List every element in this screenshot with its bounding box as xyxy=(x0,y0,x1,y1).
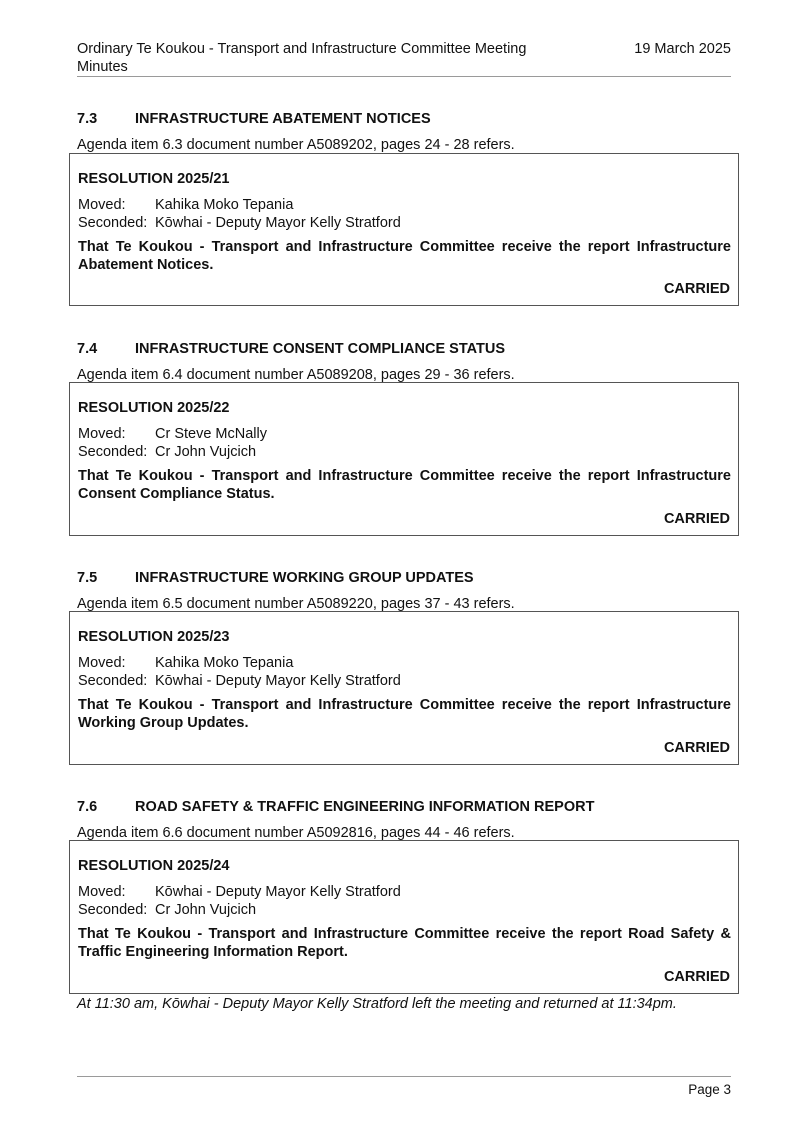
page-header xyxy=(77,40,731,77)
resolution-box xyxy=(69,611,739,765)
resolution-number: RESOLUTION 2025/22 xyxy=(78,400,230,416)
item-number: 7.4 xyxy=(77,341,98,357)
seconded-label: Seconded: xyxy=(78,215,148,231)
meeting-note: At 11:30 am, Kōwhai - Deputy Mayor Kelly Stratford left the meeting and returned at 11:34pm. xyxy=(77,996,677,1012)
moved-row xyxy=(78,883,401,901)
header-date: 19 March 2025 xyxy=(634,41,731,57)
seconded-by: Kōwhai - Deputy Mayor Kelly Stratford xyxy=(155,673,401,689)
resolution-text: That Te Koukou - Transport and Infrastructure Committee receive the report Infrastructure Working Group Updates. xyxy=(78,697,731,731)
item-heading xyxy=(77,110,431,128)
agenda-reference: Agenda item 6.4 document number A5089208, pages 29 - 36 refers. xyxy=(77,367,515,383)
seconded-label: Seconded: xyxy=(78,902,148,918)
seconded-row xyxy=(78,443,256,461)
moved-label: Moved: xyxy=(78,884,126,900)
item-title: ROAD SAFETY & TRAFFIC ENGINEERING INFORMATION REPORT xyxy=(135,799,595,815)
agenda-reference: Agenda item 6.6 document number A5092816, pages 44 - 46 refers. xyxy=(77,825,515,841)
resolution-text: That Te Koukou - Transport and Infrastructure Committee receive the report Infrastructure Abatement Notices. xyxy=(78,239,731,273)
item-number: 7.6 xyxy=(77,799,98,815)
resolution-box xyxy=(69,153,739,306)
item-title: INFRASTRUCTURE WORKING GROUP UPDATES xyxy=(135,570,474,586)
resolution-text: That Te Koukou - Transport and Infrastructure Committee receive the report Infrastructure Consent Compliance Status. xyxy=(78,468,731,502)
resolution-box xyxy=(69,382,739,536)
moved-label: Moved: xyxy=(78,426,126,442)
seconded-by: Kōwhai - Deputy Mayor Kelly Stratford xyxy=(155,215,401,231)
moved-by: Kōwhai - Deputy Mayor Kelly Stratford xyxy=(155,884,401,900)
agenda-reference: Agenda item 6.3 document number A5089202, pages 24 - 28 refers. xyxy=(77,137,515,153)
seconded-row xyxy=(78,214,401,232)
moved-label: Moved: xyxy=(78,655,126,671)
moved-by: Kahika Moko Tepania xyxy=(155,197,294,213)
moved-label: Moved: xyxy=(78,197,126,213)
resolution-number: RESOLUTION 2025/23 xyxy=(78,629,230,645)
resolution-outcome: CARRIED xyxy=(663,281,730,297)
item-title: INFRASTRUCTURE ABATEMENT NOTICES xyxy=(135,111,431,127)
page-number: Page 3 xyxy=(688,1082,731,1097)
resolution-number: RESOLUTION 2025/21 xyxy=(78,171,230,187)
moved-by: Kahika Moko Tepania xyxy=(155,655,294,671)
item-heading xyxy=(77,798,594,816)
seconded-label: Seconded: xyxy=(78,673,148,689)
item-number: 7.5 xyxy=(77,570,98,586)
seconded-row xyxy=(78,672,401,690)
page-footer xyxy=(77,1076,731,1097)
moved-row xyxy=(78,425,267,443)
resolution-number: RESOLUTION 2025/24 xyxy=(78,858,230,874)
resolution-outcome: CARRIED xyxy=(663,511,730,527)
moved-by: Cr Steve McNally xyxy=(155,426,267,442)
resolution-box xyxy=(69,840,739,994)
item-title: INFRASTRUCTURE CONSENT COMPLIANCE STATUS xyxy=(135,341,506,357)
resolution-outcome: CARRIED xyxy=(663,740,730,756)
seconded-by: Cr John Vujcich xyxy=(155,444,257,460)
agenda-reference: Agenda item 6.5 document number A5089220, pages 37 - 43 refers. xyxy=(77,596,515,612)
item-heading xyxy=(77,340,505,358)
moved-row xyxy=(78,196,293,214)
seconded-label: Seconded: xyxy=(78,444,148,460)
seconded-by: Cr John Vujcich xyxy=(155,902,257,918)
resolution-text: That Te Koukou - Transport and Infrastructure Committee receive the report Road Safety & Traffic Engineering Information Report. xyxy=(78,926,731,960)
resolution-outcome: CARRIED xyxy=(663,969,730,985)
header-title: Ordinary Te Koukou - Transport and Infrastructure Committee Meeting Minutes xyxy=(77,41,527,75)
item-heading xyxy=(77,569,474,587)
seconded-row xyxy=(78,901,256,919)
item-number: 7.3 xyxy=(77,111,98,127)
moved-row xyxy=(78,654,293,672)
